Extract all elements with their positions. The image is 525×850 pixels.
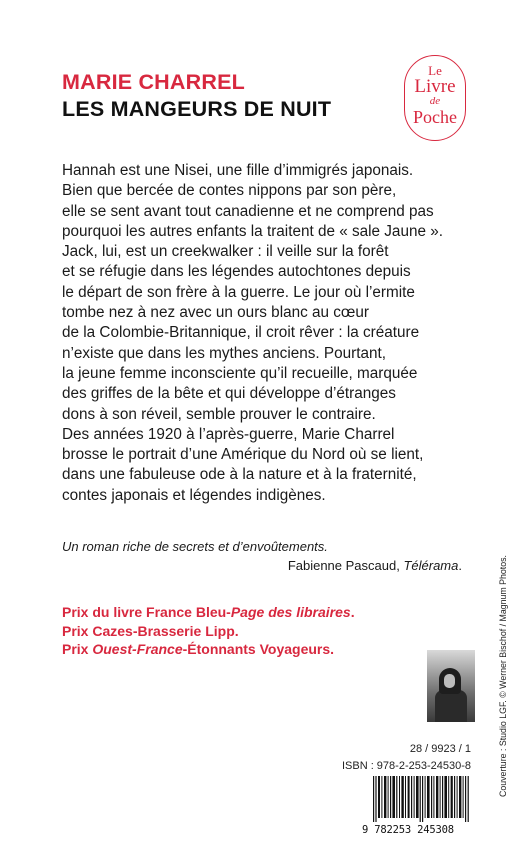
blurb-text [62, 161, 482, 506]
blurb-line: dons à son réveil, semble prouver le contraire. [62, 405, 376, 423]
blurb-line: brosse le portrait d’une Amérique du Nord où se lient, [62, 446, 424, 464]
blurb-line: Des années 1920 à l’après-guerre, Marie Charrel [62, 425, 395, 443]
author-name: MARIE CHARREL [62, 70, 245, 94]
prize-item: Prix Ouest-France-Étonnants Voyageurs. [62, 641, 335, 657]
blurb-line: Hannah est une Nisei, une fille d’immigrés japonais. [62, 162, 414, 179]
cover-photo-thumbnail [427, 650, 475, 722]
prize-item: Prix Cazes-Brasserie Lipp. [62, 622, 239, 639]
blurb-line: de la Colombie-Britannique, il croit rêver : la créature [62, 324, 420, 342]
blurb-line: pourquoi les autres enfants la traitent de « sale Jaune ». [62, 222, 443, 240]
reference-code: 28 / 9923 / 1 [409, 743, 471, 755]
prizes-list [62, 603, 355, 659]
barcode [373, 776, 471, 822]
blurb-line: et se réfugie dans les légendes autochtones depuis [62, 263, 411, 281]
blurb-line: contes japonais et légendes indigènes. [62, 486, 326, 504]
prize-item: Prix du livre France Bleu-Page des libraires. [62, 604, 355, 620]
book-title: LES MANGEURS DE NUIT [62, 97, 332, 121]
blurb-line: elle se sent avant tout canadienne et ne comprend pas [62, 202, 434, 220]
publisher-logo: Le Livre de Poche [404, 55, 466, 141]
blurb-line: tombe nez à nez avec un ours blanc au cœur [62, 304, 369, 322]
review-source: Fabienne Pascaud, Télérama. [287, 558, 462, 573]
blurb-line: le départ de son frère à la guerre. Le jour où l’ermite [62, 283, 415, 301]
barcode-digits: 9 782253 245308 [362, 824, 454, 836]
cover-credit: Couverture : Studio LGF. © Werner Bischof / Magnum Photos. [498, 555, 508, 797]
blurb-line: des griffes de la bête et qui développe d’étranges [62, 385, 396, 403]
blurb-line: Bien que bercée de contes nippons par son père, [62, 182, 397, 200]
blurb-line: dans une fabuleuse ode à la nature et à la fraternité, [62, 466, 417, 484]
blurb-line: n’existe que dans les mythes anciens. Pourtant, [62, 344, 386, 362]
blurb-line: la jeune femme inconsciente qu’il recueille, marquée [62, 364, 418, 382]
isbn: ISBN : 978-2-253-24530-8 [341, 760, 471, 772]
blurb-line: Jack, lui, est un creekwalker : il veille sur la forêt [62, 243, 389, 261]
review-quote: Un roman riche de secrets et d’envoûtements. [62, 539, 328, 554]
